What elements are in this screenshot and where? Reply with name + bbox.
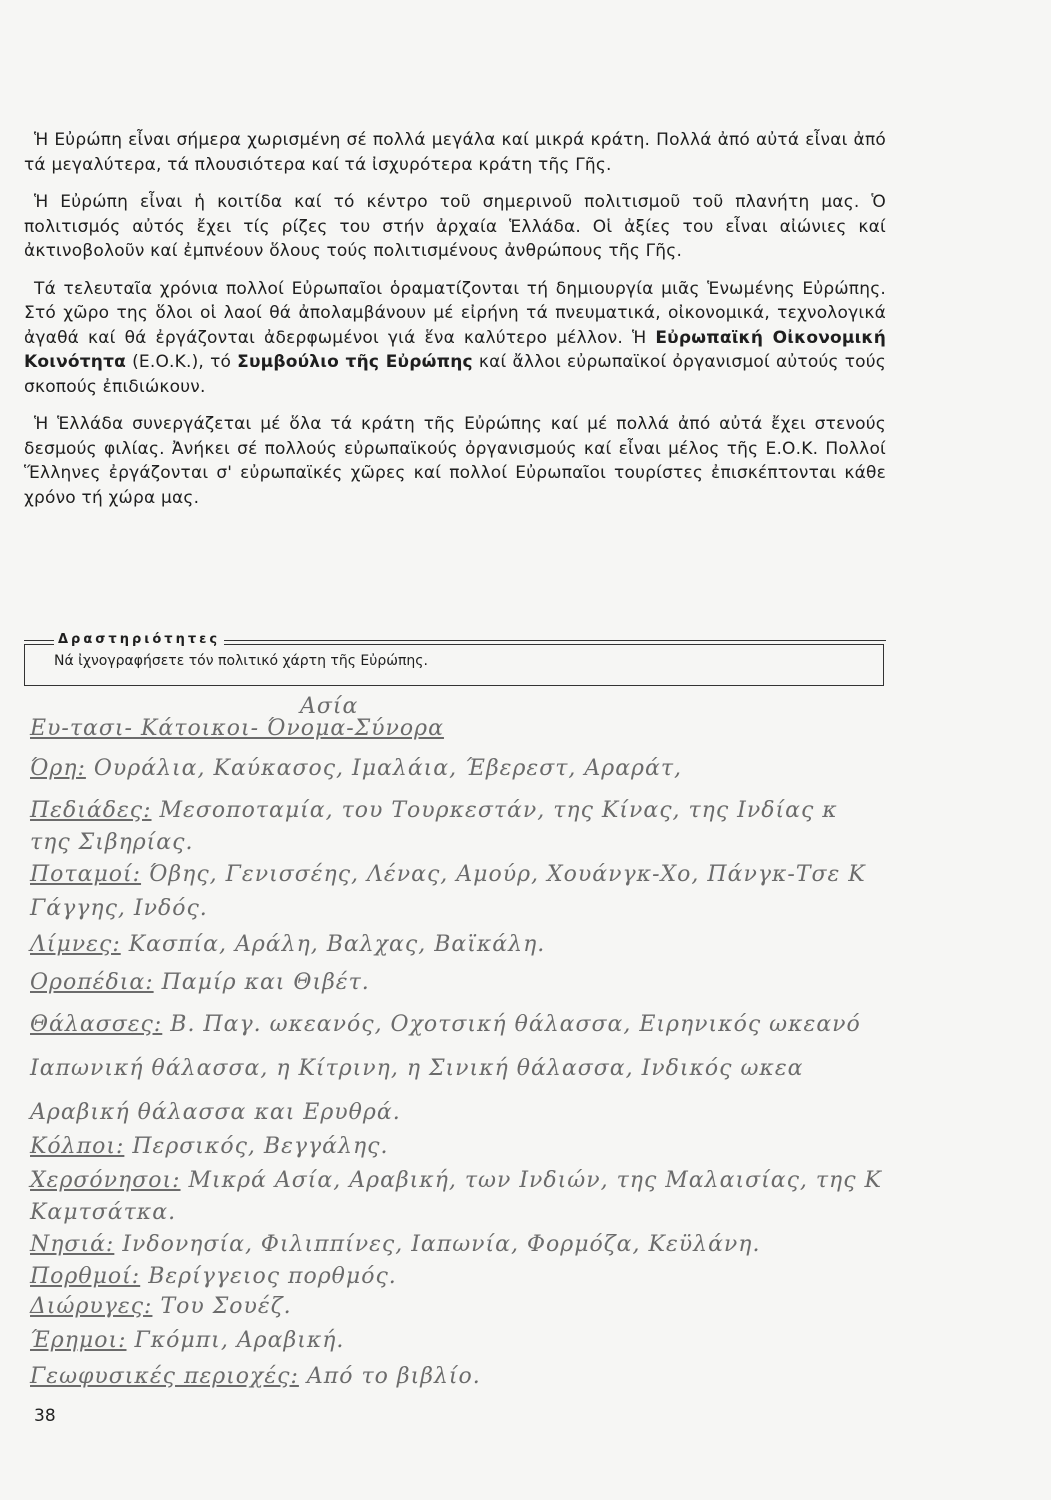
activities-text: Νά ἰχνογραφήσετε τόν πολιτικό χάρτη τῆς Εὐρώπης. [54, 653, 428, 669]
hw-text-7: Κασπία, Αράλη, Βαλχας, Βαϊκάλη. [120, 932, 546, 957]
hw-label-2: Όρη: [30, 756, 86, 781]
hw-label-1: Ευ-τασι- [30, 716, 133, 741]
paragraph-3-part-c: καί ἄλλοι εὐρωπαϊκοί ὀργανισμοί αὐτούς τούς σκοπούς ἐπιδιώκουν. [24, 352, 886, 397]
hw-label-12: Κόλποι: [30, 1134, 125, 1159]
hw-label-17: Διώρυγες: [30, 1294, 153, 1319]
hw-label-9: Θάλασσες: [30, 1012, 163, 1037]
page-number: 38 [34, 1406, 56, 1426]
hw-text-1: Κάτοικοι- Όνομα-Σύνορα [132, 716, 444, 741]
hw-line-6: Γάγγης, Ινδός. [30, 896, 208, 921]
hw-line-13 [30, 1168, 882, 1193]
hw-text-2: Ουράλια, Καύκασος, Ιμαλάια, Έβερεστ, Αραράτ, [85, 756, 683, 781]
hw-line-10: Ιαπωνική θάλασσα, η Κίτρινη, η Σινική θάλασσα, Ινδικός ωκεα [30, 1056, 804, 1081]
hw-line-3 [30, 798, 838, 823]
hw-text-17: Του Σουέζ. [152, 1294, 292, 1319]
eec-term: Εὐρωπαϊκή Οἰκονομική Κοινότητα [24, 327, 886, 372]
hw-line-14: Καμτσάτκα. [30, 1200, 177, 1225]
paragraph-3-part-a: Τά τελευταῖα χρόνια πολλοί Εὐρωπαῖοι ὁραματίζονται τή δημιουργία μιᾶς Ἑνωμένης Εὐρώπης. Στό χῶρο της ὅλοι οἱ λαοί θά ἀπολαμβάνουν μέ εἰρήνη τά πνευματικά, οἰκονομικά, τεχνολογικά ἀγαθά καί θά ἐργάζονται ἀδερφωμένοι γιά ἕνα καλύτερο μέλλον. Ἡ [24, 278, 886, 348]
hw-label-13: Χερσόνησοι: [30, 1168, 181, 1193]
hw-line-12 [30, 1134, 388, 1159]
hw-text-18: Γκόμπι, Αραβική. [126, 1328, 345, 1353]
hw-text-16: Βερίγγειος πορθμός. [140, 1264, 397, 1289]
hw-line-16 [30, 1264, 397, 1289]
hw-text-12: Περσικός, Βεγγάλης. [124, 1134, 389, 1159]
hw-line-11: Αραβική θάλασσα και Ερυθρά. [30, 1100, 401, 1125]
hw-text-3: Μεσοποταμία, του Τουρκεστάν, της Κίνας, της Ινδίας κ [151, 798, 838, 823]
hw-line-2 [30, 756, 682, 781]
hw-line-5 [30, 862, 866, 887]
hw-line-7 [30, 932, 545, 957]
hw-line-4: της Σιβηρίας. [30, 830, 194, 855]
hw-label-5: Ποταμοί: [30, 862, 142, 887]
hw-heading: Ασία [300, 694, 359, 719]
activities-title: Δραστηριότητες [54, 632, 224, 647]
hw-label-8: Οροπέδια: [30, 970, 154, 995]
hw-line-17 [30, 1294, 292, 1319]
council-of-europe-term: Συμβούλιο τῆς Εὐρώπης [237, 352, 473, 372]
hw-text-19: Από το βιβλίο. [298, 1364, 481, 1389]
paragraph-2: Ἡ Εὐρώπη εἶναι ἡ κοιτίδα καί τό κέντρο τοῦ σημερινοῦ πολιτισμοῦ τοῦ πλανήτη μας. Ὁ πολιτισμός αὐτός ἔχει τίς ρίζες του στήν ἀρχαία Ἑλλάδα. Οἱ ἀξίες του εἶναι αἰώνιες καί ἀκτινοβολοῦν καί ἐμπνέουν ὅλους τούς πολιτισμένους ἀνθρώπους τῆς Γῆς. [24, 192, 886, 261]
hw-line-19 [30, 1364, 481, 1389]
hw-label-19: Γεωφυσικές περιοχές: [30, 1364, 299, 1389]
paragraph-4: Ἡ Ἑλλάδα συνεργάζεται μέ ὅλα τά κράτη τῆς Εὐρώπης καί μέ πολλά ἀπό αὐτά ἔχει στενούς δεσμούς φιλίας. Ἀνήκει σέ πολλούς εὐρωπαϊκούς ὀργανισμούς καί εἶναι μέλος τῆς Ε.Ο.Κ. Πολλοί Ἕλληνες ἐργάζονται σ' εὐρωπαϊκές χῶρες καί πολλοί Εὐρωπαῖοι τουρίστες ἐπισκέπτονται κάθε χρόνο τή χώρα μας. [24, 414, 886, 508]
hw-line-15 [30, 1232, 760, 1257]
hw-line-8 [30, 970, 370, 995]
hw-label-7: Λίμνες: [30, 932, 121, 957]
hw-text-13: Μικρά Ασία, Αραβική, των Ινδιών, της Μαλαισίας, της Κ [180, 1168, 882, 1193]
hw-line-9 [30, 1012, 861, 1037]
hw-label-3: Πεδιάδες: [30, 798, 152, 823]
hw-text-5: Όβης, Γενισσέης, Λένας, Αμούρ, Χουάνγκ-Χο, Πάνγκ-Τσε Κ [141, 862, 866, 887]
paragraph-1: Ἡ Εὐρώπη εἶναι σήμερα χωρισμένη σέ πολλά μεγάλα καί μικρά κράτη. Πολλά ἀπό αὐτά εἶναι ἀπό τά μεγαλύτερα, τά πλουσιότερα καί τά ἰσχυρότερα κράτη τῆς Γῆς. [24, 130, 886, 175]
hw-text-8: Παμίρ και Θιβέτ. [153, 970, 370, 995]
hw-label-15: Νησιά: [30, 1232, 115, 1257]
hw-label-18: Έρημοι: [30, 1328, 127, 1353]
hw-label-16: Πορθμοί: [30, 1264, 141, 1289]
hw-text-9: Β. Παγ. ωκεανός, Οχοτσική θάλασσα, Ειρηνικός ωκεανό [162, 1012, 861, 1037]
hw-line-18 [30, 1328, 344, 1353]
hw-text-15: Ινδονησία, Φιλιππίνες, Ιαπωνία, Φορμόζα, Κεϋλάνη. [114, 1232, 761, 1257]
hw-line-1 [30, 716, 444, 741]
paragraph-3-part-b: (Ε.Ο.Κ.), τό [126, 352, 238, 372]
